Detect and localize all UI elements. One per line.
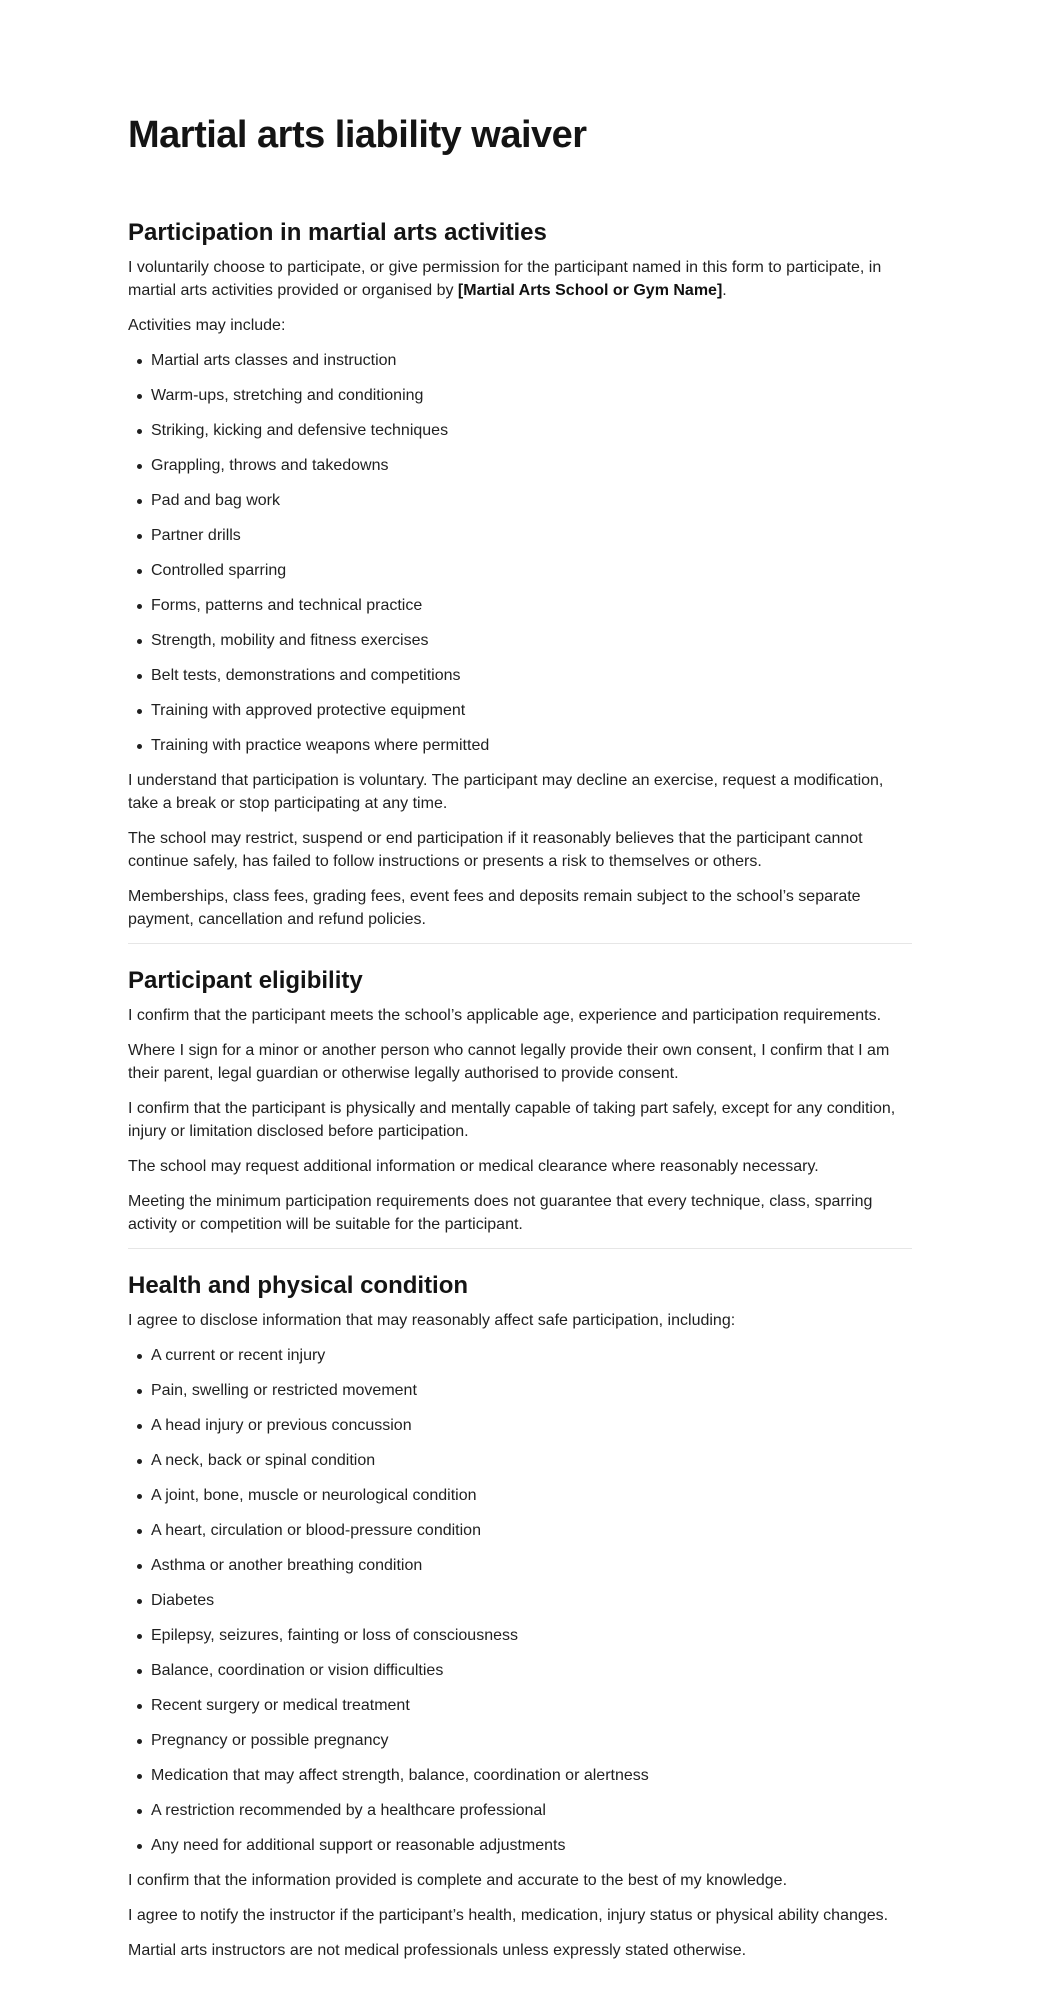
paragraph: Meeting the minimum participation requirements does not guarantee that every technique, class, sparring activity or competition will be suitable for the participant. [128, 1193, 873, 1233]
paragraph: I understand that participation is voluntary. The participant may decline an exercise, request a modification, take a break or stop participating at any time. [128, 772, 884, 812]
paragraph: I confirm that the information provided is complete and accurate to the best of my knowledge. [128, 1872, 788, 1889]
section-health [128, 1271, 912, 1962]
section-heading: Participant eligibility [128, 967, 363, 994]
list-item: A heart, circulation or blood-pressure condition [128, 1519, 912, 1542]
waiver-document [128, 0, 912, 1974]
list-item: Belt tests, demonstrations and competitions [128, 664, 912, 687]
section-eligibility [128, 966, 912, 1236]
list-item: Pregnancy or possible pregnancy [128, 1729, 912, 1752]
list-item: Medication that may affect strength, balance, coordination or alertness [128, 1764, 912, 1787]
list-item: Epilepsy, seizures, fainting or loss of consciousness [128, 1624, 912, 1647]
list-item: A head injury or previous concussion [128, 1414, 912, 1437]
list-item: Asthma or another breathing condition [128, 1554, 912, 1577]
paragraph: Where I sign for a minor or another person who cannot legally provide their own consent, I confirm that I am their parent, legal guardian or otherwise legally authorised to provide consent. [128, 1042, 890, 1082]
list-item: Training with approved protective equipment [128, 699, 912, 722]
list-item: Striking, kicking and defensive techniques [128, 419, 912, 442]
list-item: Partner drills [128, 524, 912, 547]
paragraph: I confirm that the participant is physically and mentally capable of taking part safely, except for any condition, injury or limitation disclosed before participation. [128, 1100, 896, 1140]
list-item: Training with practice weapons where permitted [128, 734, 912, 757]
section-divider [128, 943, 912, 944]
list-item: Recent surgery or medical treatment [128, 1694, 912, 1717]
intro-paragraph [128, 256, 912, 302]
paragraph: Martial arts instructors are not medical professionals unless expressly stated otherwise. [128, 1942, 747, 1959]
section-heading: Participation in martial arts activities [128, 219, 547, 246]
list-intro: Activities may include: [128, 317, 286, 334]
section-divider [128, 1248, 912, 1249]
intro-text-end: . [722, 282, 727, 299]
list-item: Pad and bag work [128, 489, 912, 512]
list-item: Balance, coordination or vision difficulties [128, 1659, 912, 1682]
school-name-placeholder: [Martial Arts School or Gym Name] [457, 282, 723, 299]
list-item: A current or recent injury [128, 1344, 912, 1367]
list-item: Forms, patterns and technical practice [128, 594, 912, 617]
list-item: A neck, back or spinal condition [128, 1449, 912, 1472]
paragraph: The school may restrict, suspend or end participation if it reasonably believes that the participant cannot continue safely, has failed to follow instructions or presents a risk to themselves or others. [128, 830, 863, 870]
activities-list [128, 349, 912, 757]
conditions-list [128, 1344, 912, 1857]
paragraph: Memberships, class fees, grading fees, event fees and deposits remain subject to the school’s separate payment, cancellation and refund policies. [128, 888, 861, 928]
section-participation [128, 218, 912, 931]
intro-text: I voluntarily choose to participate, or give permission for the participant named in this form to participate, in martial arts activities provided or organised by [128, 259, 882, 299]
list-intro: I agree to disclose information that may reasonably affect safe participation, including: [128, 1312, 736, 1329]
list-item: Warm-ups, stretching and conditioning [128, 384, 912, 407]
list-item: A joint, bone, muscle or neurological condition [128, 1484, 912, 1507]
paragraph: I confirm that the participant meets the school’s applicable age, experience and participation requirements. [128, 1007, 882, 1024]
section-heading: Health and physical condition [128, 1272, 469, 1299]
list-item: Strength, mobility and fitness exercises [128, 629, 912, 652]
paragraph: I agree to notify the instructor if the participant’s health, medication, injury status or physical ability changes. [128, 1907, 889, 1924]
paragraph: The school may request additional information or medical clearance where reasonably necessary. [128, 1158, 819, 1175]
list-item: Grappling, throws and takedowns [128, 454, 912, 477]
list-item: A restriction recommended by a healthcare professional [128, 1799, 912, 1822]
list-item: Martial arts classes and instruction [128, 349, 912, 372]
list-item: Controlled sparring [128, 559, 912, 582]
list-item: Pain, swelling or restricted movement [128, 1379, 912, 1402]
document-title: Martial arts liability waiver [128, 114, 587, 156]
list-item: Any need for additional support or reasonable adjustments [128, 1834, 912, 1857]
list-item: Diabetes [128, 1589, 912, 1612]
